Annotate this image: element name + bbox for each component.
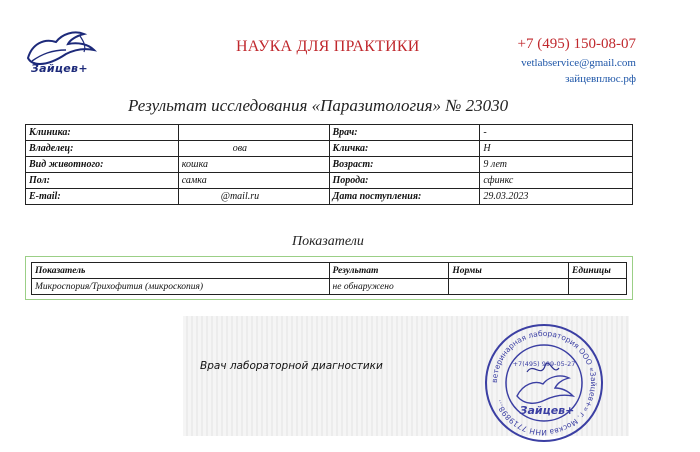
section-title: Показатели bbox=[292, 234, 364, 249]
header-norms: Нормы bbox=[449, 263, 569, 279]
document-title: Результат исследования «Паразитология» № 23030 bbox=[128, 96, 509, 115]
results-frame bbox=[25, 256, 633, 300]
info-row bbox=[26, 189, 633, 205]
header-indicator: Показатель bbox=[32, 263, 330, 279]
info-row bbox=[26, 141, 633, 157]
table-row bbox=[32, 279, 627, 295]
info-label: Кличка: bbox=[329, 141, 480, 157]
unit-cell bbox=[569, 279, 627, 295]
stamp-ring-text: ветеринарная лаборатория ООО «Зайцев+» г. Москва ИНН 7719898... bbox=[489, 328, 599, 438]
info-value: @mail.ru bbox=[178, 189, 329, 205]
result-cell: не обнаружено bbox=[329, 279, 449, 295]
info-row bbox=[26, 125, 633, 141]
header-result: Результат bbox=[329, 263, 449, 279]
lab-stamp bbox=[483, 322, 605, 444]
info-label: Порода: bbox=[329, 173, 480, 189]
indicator-cell: Микроспория/Трихофития (микроскопия) bbox=[32, 279, 330, 295]
info-label: E-mail: bbox=[26, 189, 179, 205]
brand-slogan: НАУКА ДЛЯ ПРАКТИКИ bbox=[236, 38, 420, 55]
info-value: самка bbox=[178, 173, 329, 189]
contact-phone[interactable]: +7 (495) 150-08-07 bbox=[517, 36, 636, 52]
info-label: Клиника: bbox=[26, 125, 179, 141]
info-value: сфинкс bbox=[480, 173, 633, 189]
stamp-center-text: Зайцев+ bbox=[519, 404, 575, 417]
stamp-hare-icon bbox=[517, 376, 573, 403]
results-header-row bbox=[32, 263, 627, 279]
signature-label: Врач лабораторной диагностики bbox=[200, 360, 383, 372]
norm-cell bbox=[449, 279, 569, 295]
info-row bbox=[26, 173, 633, 189]
info-label: Пол: bbox=[26, 173, 179, 189]
hare-logo-icon bbox=[28, 32, 94, 64]
info-value: 29.03.2023 bbox=[480, 189, 633, 205]
info-value: - bbox=[480, 125, 633, 141]
info-value bbox=[178, 125, 329, 141]
info-value: кошка bbox=[178, 157, 329, 173]
info-value: 9 лет bbox=[480, 157, 633, 173]
logo-text: Зайцев+ bbox=[31, 62, 88, 75]
patient-info-table bbox=[25, 124, 633, 205]
stamp-phone: +7(495) 999-05-27 bbox=[512, 360, 576, 368]
header-units: Единицы bbox=[569, 263, 627, 279]
contact-website[interactable]: зайцевплюс.рф bbox=[565, 73, 636, 85]
contact-email[interactable]: vetlabservice@gmail.com bbox=[521, 57, 636, 69]
results-table bbox=[31, 262, 627, 295]
info-label: Возраст: bbox=[329, 157, 480, 173]
info-label: Вид животного: bbox=[26, 157, 179, 173]
info-label: Врач: bbox=[329, 125, 480, 141]
info-label: Владелец: bbox=[26, 141, 179, 157]
info-label: Дата поступления: bbox=[329, 189, 480, 205]
info-value: Н bbox=[480, 141, 633, 157]
info-row bbox=[26, 157, 633, 173]
info-value: ова bbox=[178, 141, 329, 157]
